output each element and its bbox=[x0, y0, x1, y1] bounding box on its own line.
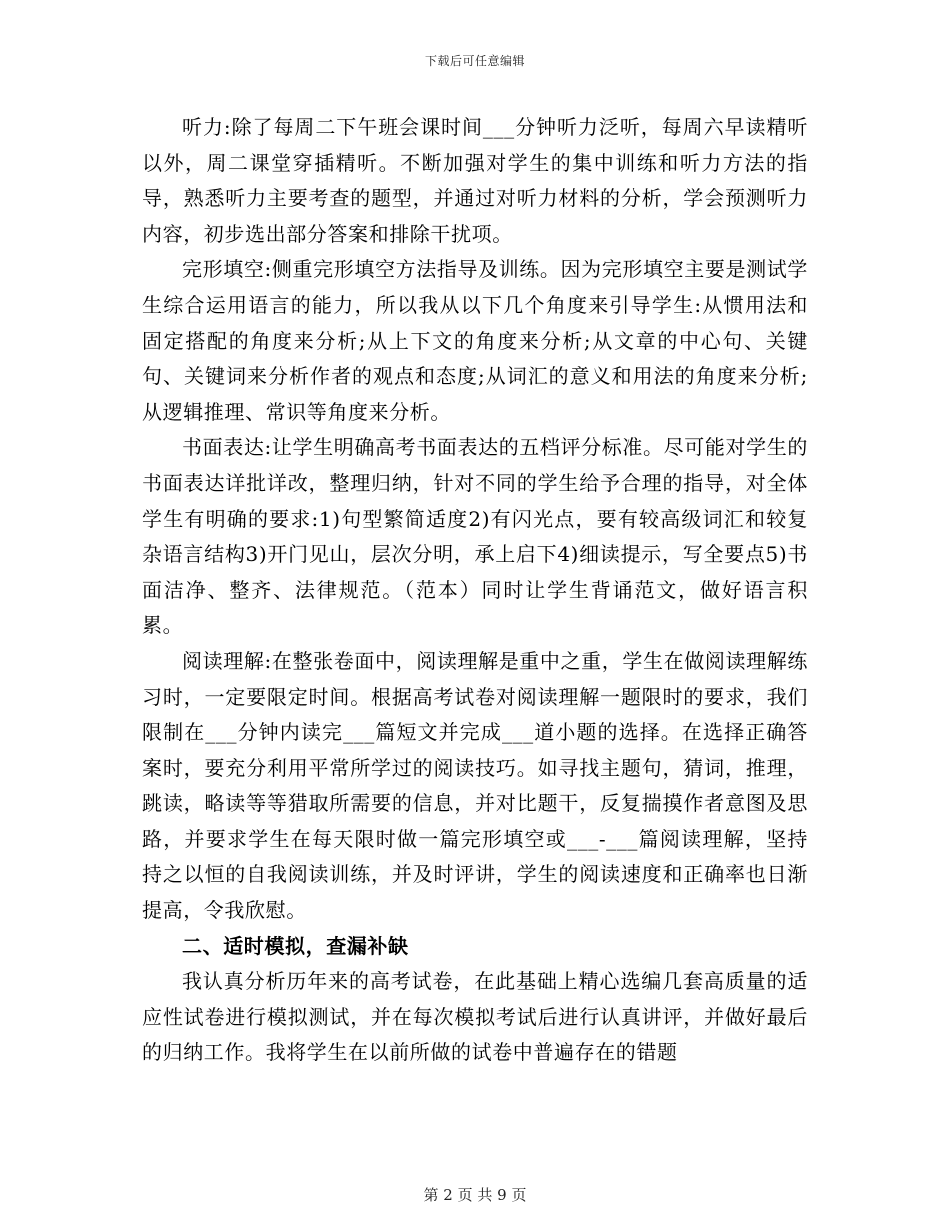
paragraph-listening: 听力:除了每周二下午班会课时间___分钟听力泛听，每周六早读精听以外，周二课堂穿插精听。不断加强对学生的集中训练和听力方法的指导，熟悉听力主要考查的题型，并通过对听力材料的分析，学会预测听力内容，初步选出部分答案和排除干扰项。 bbox=[142, 115, 808, 246]
section-heading: 二、适时模拟，查漏补缺 bbox=[182, 933, 409, 958]
page-header: 下载后可任意编辑 bbox=[424, 54, 525, 68]
paragraph-reading: 阅读理解:在整张卷面中，阅读理解是重中之重，学生在做阅读理解练习时，一定要限定时间。根据高考试卷对阅读理解一题限时的要求，我们限制在___分钟内读完___篇短文并完成___道小题的选择。在选择正确答案时，要充分利用平常所学过的阅读技巧。如寻找主题句，猜词，推理，跳读，略读等等猎取所需要的信息，并对比题干，反复揣摸作者意图及思路，并要求学生在每天限时做一篇完形填空或___-___篇阅读理解，坚持持之以恒的自我阅读训练，并及时评讲，学生的阅读速度和正确率也日渐提高，令我欣慰。 bbox=[142, 648, 808, 923]
page-footer: 第 2 页 共 9 页 bbox=[423, 1186, 527, 1204]
paragraph-writing: 书面表达:让学生明确高考书面表达的五档评分标准。尽可能对学生的书面表达详批详改，整理归纳，针对不同的学生给予合理的指导，对全体学生有明确的要求:1)句型繁简适度2)有闪光点，要有较高级词汇和较复杂语言结构3)开门见山，层次分明，承上启下4)细读提示，写全要点5)书面洁净、整齐、法律规范。（范本）同时让学生背诵范文，做好语言积累。 bbox=[142, 435, 808, 638]
paragraph-simulation: 我认真分析历年来的高考试卷，在此基础上精心选编几套高质量的适应性试卷进行模拟测试，并在每次模拟考试后进行认真讲评，并做好最后的归纳工作。我将学生在以前所做的试卷中普遍存在的错题 bbox=[142, 969, 808, 1065]
document-body bbox=[142, 110, 808, 1071]
paragraph-cloze: 完形填空:侧重完形填空方法指导及训练。因为完形填空主要是测试学生综合运用语言的能力，所以我从以下几个角度来引导学生:从惯用法和固定搭配的角度来分析;从上下文的角度来分析;从文章的中心句、关键句、关键词来分析作者的观点和态度;从词汇的意义和用法的角度来分析;从逻辑推理、常识等角度来分析。 bbox=[142, 257, 808, 424]
